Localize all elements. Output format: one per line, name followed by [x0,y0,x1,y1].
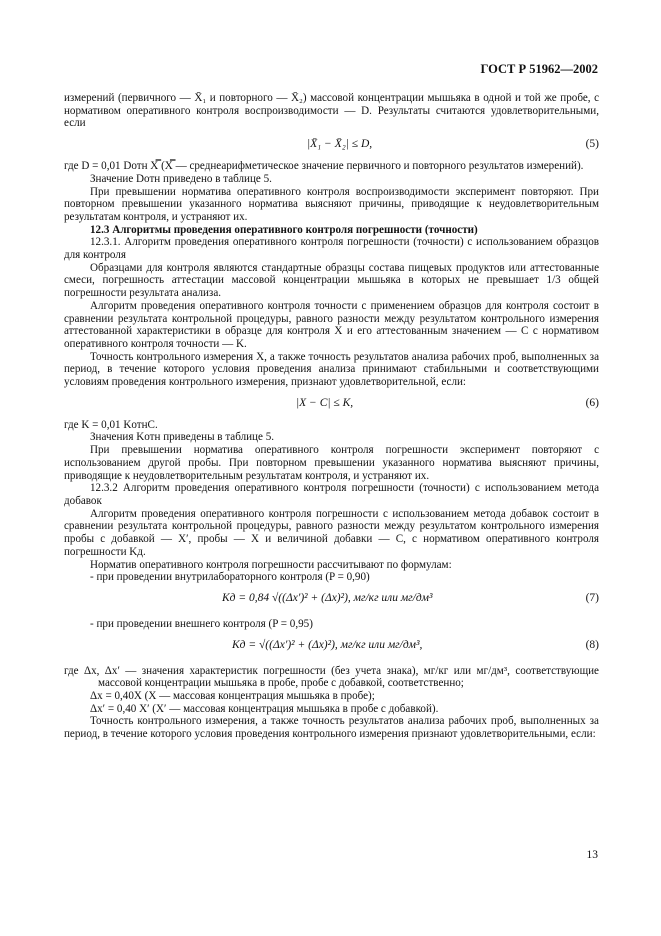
paragraph: где Δx, Δx′ — значения характеристик погрешности (без учета знака), мг/кг или мг/дм³, соответствующие массовой концентрации мышьяка в пробе, пробе с добавкой, соответственно; [64,664,599,690]
formula-8-expression: Kд = √((Δx′)² + (Δx)²), мг/кг или мг/дм³, [232,638,423,651]
formula-5-number: (5) [585,138,599,151]
paragraph: Значения Kотн приведены в таблице 5. [90,431,275,444]
formula-7-number: (7) [585,591,599,604]
formula-7 [64,584,599,618]
paragraph: Δx = 0,40X (X — массовая концентрация мышьяка в пробе); [90,690,375,703]
paragraph: - при проведении внешнего контроля (P = 0,95) [90,617,313,630]
paragraph: где D = 0,01 Dотн X̿ (X̿ — среднеарифметическое значение первичного и повторного результатов измерений). [64,160,584,173]
formula-8 [64,631,599,665]
paragraph: Точность контрольного измерения, а также точность результатов анализа рабочих проб, выполненных за период, в течение которого условия проведения контрольного измерения признают удовлетворительными, если: [64,715,599,741]
paragraph: Образцами для контроля являются стандартные образцы состава пищевых продуктов или аттестованные смеси, погрешность аттестации массовой концентрации мышьяка в которых не превышает 1/3 общей погрешности результата анализа. [64,261,599,300]
formula-8-number: (8) [585,638,599,651]
paragraph: Значение Dотн приведено в таблице 5. [90,172,272,185]
paragraph: При превышении норматива оперативного контроля воспроизводимости эксперимент повторяют. При повторном превышении указанного норматива выясняют причины, приводящие к неудовлетворительным результатам контроля, и устраняют их. [64,185,599,223]
formula-6-expression: |X − C| ≤ K, [296,396,354,409]
section-heading: 12.3 Алгоритмы проведения оперативного контроля погрешности (точности) [90,223,478,236]
paragraph: При превышении норматива оперативного контроля погрешности эксперимент повторяют с использованием другой пробы. При повторном превышении указанного норматива выясняют причины, приводящие к неудовлетворительным результатам контроля, и устраняют их. [64,444,599,482]
paragraph: - при проведении внутрилабораторного контроля (P = 0,90) [90,571,370,584]
page-content [64,92,599,741]
page-number: 13 [586,849,598,861]
paragraph: 12.3.2 Алгоритм проведения оперативного контроля погрешности (точности) с использованием метода добавок [64,482,599,507]
formula-5 [64,130,599,160]
formula-5-expression: |X̄₁ − X̄₂| ≤ D, [307,138,373,151]
paragraph: где K = 0,01 KотнC. [64,418,158,431]
formula-6 [64,389,599,419]
paragraph: Точность контрольного измерения X, а также точность результатов анализа рабочих проб, выполненных за период, в течение которого условия проведения анализа принимают стабильными и соответствующими условиям проведения контрольного измерения, признают удовлетворительной, если: [64,350,599,389]
page-header: ГОСТ Р 51962—2002 [480,62,598,76]
paragraph: Δx′ = 0,40 X′ (X′ — массовая концентрация мышьяка в пробе с добавкой). [90,702,439,715]
paragraph: Алгоритм проведения оперативного контроля погрешности с использованием метода добавок состоит в сравнении результата контрольной процедуры, равного разности между результатом контрольного измерения пробы с добавкой — X′, пробы — X и величиной добавки — C, с нормативом оперативного контроля погрешности Kд. [64,507,599,558]
formula-7-expression: Kд = 0,84 √((Δx′)² + (Δx)²), мг/кг или мг/дм³ [222,591,433,604]
formula-6-number: (6) [585,396,599,409]
paragraph: измерений (первичного — X̄₁ и повторного — X̄₂) массовой концентрации мышьяка в одной и той же пробе, с нормативом оперативного контроля воспроизводимости — D. Результаты считаются удовлетворительными, если [64,92,599,130]
paragraph: Норматив оперативного контроля погрешности рассчитывают по формулам: [90,558,452,571]
paragraph: Алгоритм проведения оперативного контроля точности с применением образцов для контроля состоит в сравнении результата контрольной процедуры, равного разности между результатом контрольного измерения аттестованной характеристики в образце для контроля X и его аттестованным значением — C с нормативом оперативного контроля точности — K. [64,299,599,350]
paragraph: 12.3.1. Алгоритм проведения оперативного контроля погрешности (точности) с использованием образцов для контроля [64,236,599,262]
